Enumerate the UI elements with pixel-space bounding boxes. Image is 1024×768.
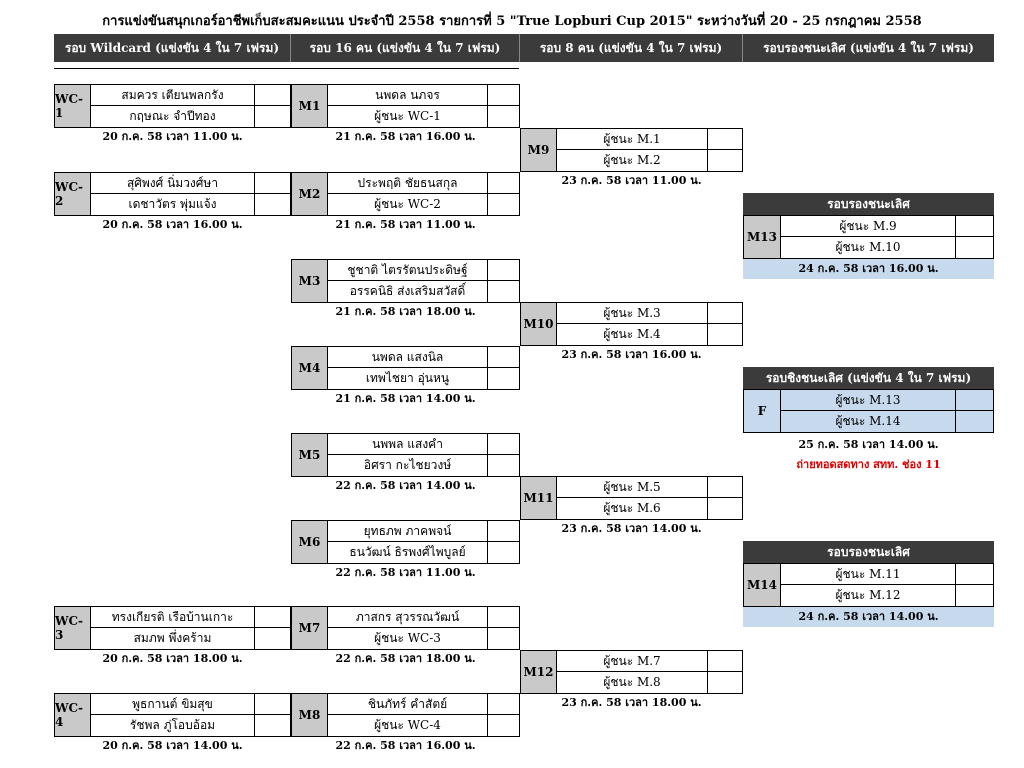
player-1: ชูชาติ ไตรรัตนประดิษฐ์ [328, 259, 488, 281]
player-2: เทพไชยา อุ่นหนู [328, 368, 488, 390]
player-1: ผู้ชนะ M.1 [557, 128, 708, 150]
score-cell [255, 172, 291, 194]
player-1: พูธกานต์ ขิมสุข [91, 693, 255, 715]
broadcast-note: ถ่ายทอดสดทาง สทท. ช่อง 11 [796, 458, 941, 471]
score-cell [255, 715, 291, 737]
score-cell [255, 606, 291, 628]
player-1: ผู้ชนะ M.9 [781, 215, 956, 237]
match-time: 22 ก.ค. 58 เวลา 16.00 น. [335, 739, 476, 752]
match-id-label: M13 [743, 215, 781, 259]
player-2: ผู้ชนะ WC-4 [328, 715, 488, 737]
match-id-label: M14 [743, 563, 781, 607]
match-id-label: M11 [520, 476, 557, 520]
score-cell [488, 542, 520, 564]
top-divider [54, 68, 519, 69]
score-cell [956, 563, 994, 585]
match-time: 23 ก.ค. 58 เวลา 11.00 น. [561, 174, 702, 187]
match-id-label: WC-4 [54, 693, 91, 737]
score-cell [255, 106, 291, 128]
player-1: นพดล แสงนิล [328, 346, 488, 368]
semifinal-title: รอบรองชนะเลิศ [743, 193, 994, 215]
score-cell [708, 128, 743, 150]
match-time: 21 ก.ค. 58 เวลา 14.00 น. [335, 392, 476, 405]
match-time: 20 ก.ค. 58 เวลา 11.00 น. [102, 130, 243, 143]
match-time: 21 ก.ค. 58 เวลา 18.00 น. [335, 305, 476, 318]
score-cell [488, 106, 520, 128]
semifinal-title: รอบรองชนะเลิศ [743, 541, 994, 563]
match-id-label: F [743, 389, 781, 433]
player-2: ผู้ชนะ M.6 [557, 498, 708, 520]
score-cell [488, 455, 520, 477]
player-2: ผู้ชนะ M.10 [781, 237, 956, 259]
header-semifinal: รอบรองชนะเลิศ (แข่งขัน 4 ใน 7 เฟรม) [743, 34, 994, 62]
player-2: ผู้ชนะ M.8 [557, 672, 708, 694]
match-time: 22 ก.ค. 58 เวลา 11.00 น. [335, 566, 476, 579]
player-2: ผู้ชนะ M.2 [557, 150, 708, 172]
score-cell [488, 433, 520, 455]
score-cell [488, 368, 520, 390]
score-cell [956, 411, 994, 433]
player-2: ผู้ชนะ WC-3 [328, 628, 488, 650]
match-id-label: M10 [520, 302, 557, 346]
score-cell [708, 672, 743, 694]
final-time: 25 ก.ค. 58 เวลา 14.00 น. [798, 438, 939, 451]
player-2: กฤษณะ จำปีทอง [91, 106, 255, 128]
semifinal-time: 24 ก.ค. 58 เวลา 14.00 น. [743, 607, 994, 627]
player-2: ผู้ชนะ WC-2 [328, 194, 488, 216]
match-id-label: M6 [291, 520, 328, 564]
score-cell [708, 476, 743, 498]
score-cell [488, 172, 520, 194]
score-cell [708, 650, 743, 672]
match-time: 21 ก.ค. 58 เวลา 11.00 น. [335, 218, 476, 231]
score-cell [708, 150, 743, 172]
score-cell [488, 259, 520, 281]
score-cell [956, 237, 994, 259]
player-1: ประพฤติ ชัยธนสกุล [328, 172, 488, 194]
score-cell [255, 84, 291, 106]
player-2: อรรคนิธิ ส่งเสริมสวัสดิ์ [328, 281, 488, 303]
header-round16: รอบ 16 คน (แข่งขัน 4 ใน 7 เฟรม) [291, 34, 520, 62]
player-1: ผู้ชนะ M.3 [557, 302, 708, 324]
score-cell [488, 520, 520, 542]
score-cell [255, 628, 291, 650]
score-cell [708, 302, 743, 324]
match-time: 21 ก.ค. 58 เวลา 16.00 น. [335, 130, 476, 143]
player-2: รัชพล ภู่โอบอ้อม [91, 715, 255, 737]
player-1: สุศิพงศ์ นิ่มวงศ์ษา [91, 172, 255, 194]
match-id-label: M4 [291, 346, 328, 390]
page-title: การแข่งขันสนุกเกอร์อาชีพเก็บสะสมคะแนน ประจำปี 2558 รายการที่ 5 "True Lopburi Cup 2015" ระหว่างวันที่ 20 - 25 กรกฎาคม 2558 [102, 14, 922, 29]
score-cell [488, 194, 520, 216]
match-time: 23 ก.ค. 58 เวลา 18.00 น. [561, 696, 702, 709]
player-1: ทรงเกียรติ เรือบ้านเกาะ [91, 606, 255, 628]
player-1: ผู้ชนะ M.13 [781, 389, 956, 411]
player-1: ชินภัทร์ คำสัตย์ [328, 693, 488, 715]
player-2: ผู้ชนะ WC-1 [328, 106, 488, 128]
score-cell [956, 215, 994, 237]
score-cell [488, 606, 520, 628]
match-id-label: WC-2 [54, 172, 91, 216]
semifinal-time: 24 ก.ค. 58 เวลา 16.00 น. [743, 259, 994, 279]
match-id-label: M7 [291, 606, 328, 650]
player-1: ภาสกร สุวรรณวัฒน์ [328, 606, 488, 628]
player-1: นพพล แสงคำ [328, 433, 488, 455]
score-cell [488, 693, 520, 715]
match-id-label: M8 [291, 693, 328, 737]
match-time: 23 ก.ค. 58 เวลา 16.00 น. [561, 348, 702, 361]
match-id-label: M1 [291, 84, 328, 128]
player-1: นพดล นภจร [328, 84, 488, 106]
match-time: 23 ก.ค. 58 เวลา 14.00 น. [561, 522, 702, 535]
score-cell [488, 715, 520, 737]
score-cell [488, 628, 520, 650]
player-1: ผู้ชนะ M.7 [557, 650, 708, 672]
score-cell [956, 585, 994, 607]
score-cell [488, 346, 520, 368]
player-2: อิศรา กะไชยวงษ์ [328, 455, 488, 477]
header-round8: รอบ 8 คน (แข่งขัน 4 ใน 7 เฟรม) [520, 34, 743, 62]
score-cell [488, 281, 520, 303]
player-2: สมภพ พึ่งคร้าม [91, 628, 255, 650]
match-id-label: WC-1 [54, 84, 91, 128]
score-cell [708, 324, 743, 346]
match-id-label: WC-3 [54, 606, 91, 650]
match-time: 20 ก.ค. 58 เวลา 16.00 น. [102, 218, 243, 231]
player-1: ผู้ชนะ M.11 [781, 563, 956, 585]
match-id-label: M9 [520, 128, 557, 172]
match-time: 22 ก.ค. 58 เวลา 18.00 น. [335, 652, 476, 665]
player-1: ยุทธภพ ภาคพจน์ [328, 520, 488, 542]
score-cell [255, 194, 291, 216]
match-time: 20 ก.ค. 58 เวลา 14.00 น. [102, 739, 243, 752]
player-2: ผู้ชนะ M.14 [781, 411, 956, 433]
player-1: สมควร เตียนพลกรัง [91, 84, 255, 106]
player-2: ผู้ชนะ M.4 [557, 324, 708, 346]
match-time: 22 ก.ค. 58 เวลา 14.00 น. [335, 479, 476, 492]
player-1: ผู้ชนะ M.5 [557, 476, 708, 498]
final-title: รอบชิงชนะเลิศ (แข่งขัน 4 ใน 7 เฟรม) [743, 367, 994, 389]
player-2: ผู้ชนะ M.12 [781, 585, 956, 607]
score-cell [956, 389, 994, 411]
header-wildcard: รอบ Wildcard (แข่งขัน 4 ใน 7 เฟรม) [54, 34, 291, 62]
match-id-label: M5 [291, 433, 328, 477]
score-cell [708, 498, 743, 520]
player-2: ธนวัฒน์ ธิรพงศ์ไพบูลย์ [328, 542, 488, 564]
match-id-label: M12 [520, 650, 557, 694]
match-id-label: M3 [291, 259, 328, 303]
match-time: 20 ก.ค. 58 เวลา 18.00 น. [102, 652, 243, 665]
score-cell [488, 84, 520, 106]
score-cell [255, 693, 291, 715]
player-2: เดชาวัตร พุ่มแจ้ง [91, 194, 255, 216]
match-id-label: M2 [291, 172, 328, 216]
